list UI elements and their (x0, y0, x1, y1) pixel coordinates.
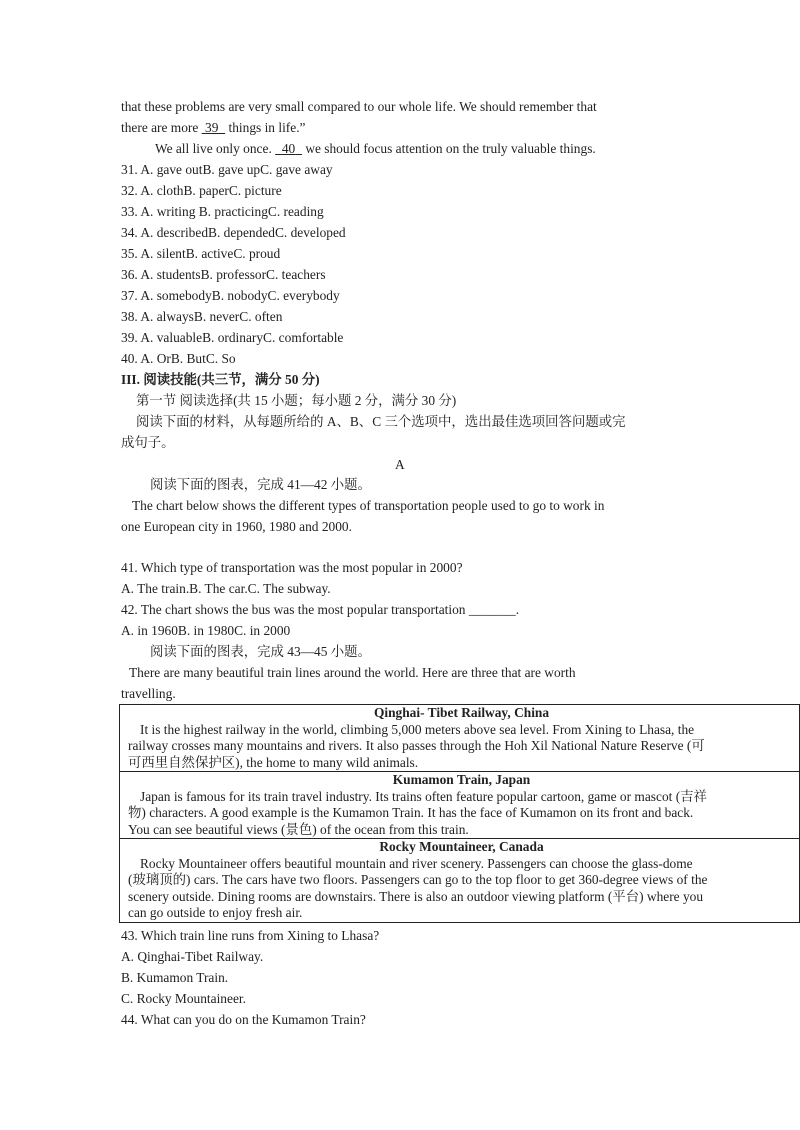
option-40: 40. A. OrB. ButC. So (121, 351, 236, 366)
train-lines-table (119, 704, 800, 923)
question-44: 44. What can you do on the Kumamon Train? (121, 1012, 366, 1027)
question-42: 42. The chart shows the bus was the most popular transportation _______. (121, 602, 520, 617)
section-instruction: 阅读下面的材料，从每题所给的 A、B、C 三个选项中，选出最佳选项回答问题或完 (136, 414, 626, 429)
question-43-option-c: C. Rocky Mountaineer. (121, 991, 246, 1006)
option-39: 39. A. valuableB. ordinaryC. comfortable (121, 330, 344, 345)
intro-line-2 (121, 119, 305, 137)
train-name: Rocky Mountaineer, Canada (379, 839, 544, 854)
intro-line-3-end: we should focus attention on the truly valuable things. (305, 141, 596, 156)
passage-label: A (395, 457, 405, 472)
chart-description-cont: one European city in 1960, 1980 and 2000. (121, 519, 352, 534)
question-43-option-b: B. Kumamon Train. (121, 970, 229, 985)
question-42-options: A. in 1960B. in 1980C. in 2000 (121, 623, 291, 638)
option-34: 34. A. describedB. dependedC. developed (121, 225, 346, 240)
blank-39: 39 (205, 120, 219, 135)
intro-line-3-start: We all live only once. (155, 141, 272, 156)
option-38: 38. A. alwaysB. neverC. often (121, 309, 283, 324)
option-32: 32. A. clothB. paperC. picture (121, 183, 282, 198)
section-instruction-cont: 成句子。 (121, 435, 175, 450)
option-35: 35. A. silentB. activeC. proud (121, 246, 281, 261)
train-name: Qinghai- Tibet Railway, China (373, 705, 550, 720)
option-36: 36. A. studentsB. professorC. teachers (121, 267, 326, 282)
train-row (120, 705, 800, 772)
table-instruction: 阅读下面的图表，完成 43—45 小题。 (150, 644, 371, 659)
train-name: Kumamon Train, Japan (392, 772, 531, 787)
train-row (120, 772, 800, 839)
train-description: Japan is famous for its train travel industry. Its trains often feature popular cartoon, game or mascot (吉祥 物) characters. A good example is the Kumamon Train. It has the face of Kumamon on its front and back. You can see beautiful views (景色) of the ocean from this train. (128, 788, 707, 837)
question-41-options: A. The train.B. The car.C. The subway. (121, 581, 331, 596)
blank-40: 40 (281, 141, 296, 156)
question-43: 43. Which train line runs from Xining to Lhasa? (121, 928, 380, 943)
intro-line-2-end: things in life.” (228, 120, 306, 135)
trains-intro: There are many beautiful train lines around the world. Here are three that are worth (129, 665, 576, 680)
section-title: III. 阅读技能(共三节，满分 50 分) (121, 372, 320, 387)
chart-instruction: 阅读下面的图表，完成 41—42 小题。 (150, 477, 371, 492)
intro-line-1: that these problems are very small compared to our whole life. We should remember that (121, 99, 597, 114)
option-33: 33. A. writing B. practicingC. reading (121, 204, 324, 219)
train-cell (120, 839, 800, 923)
train-description: Rocky Mountaineer offers beautiful mountain and river scenery. Passengers can choose the glass-dome (玻璃顶的) cars. The cars have two floors. Passengers can go to the top floor to get 360-degree views of the scenery outside. Dining rooms are downstairs. There is also an outdoor viewing platform (平台) where you can go outside to enjoy fresh air. (128, 855, 708, 920)
trains-intro-cont: travelling. (121, 686, 176, 701)
train-cell (120, 705, 800, 772)
train-row (120, 839, 800, 923)
question-41: 41. Which type of transportation was the most popular in 2000? (121, 560, 463, 575)
train-cell (120, 772, 800, 839)
chart-description: The chart below shows the different types of transportation people used to go to work in (132, 498, 605, 513)
option-31: 31. A. gave outB. gave upC. gave away (121, 162, 333, 177)
section-subtitle: 第一节 阅读选择(共 15 小题；每小题 2 分，满分 30 分) (136, 393, 457, 408)
option-37: 37. A. somebodyB. nobodyC. everybody (121, 288, 340, 303)
train-description: It is the highest railway in the world, climbing 5,000 meters above sea level. From Xining to Lhasa, the railway crosses many mountains and rivers. It also passes through the Hoh Xil National Nature Reserve (可 可西里自然保护区), the home to many wild animals. (128, 721, 705, 770)
intro-line-2-start: there are more (121, 120, 199, 135)
question-43-option-a: A. Qinghai-Tibet Railway. (121, 949, 264, 964)
intro-line-3 (155, 140, 596, 158)
